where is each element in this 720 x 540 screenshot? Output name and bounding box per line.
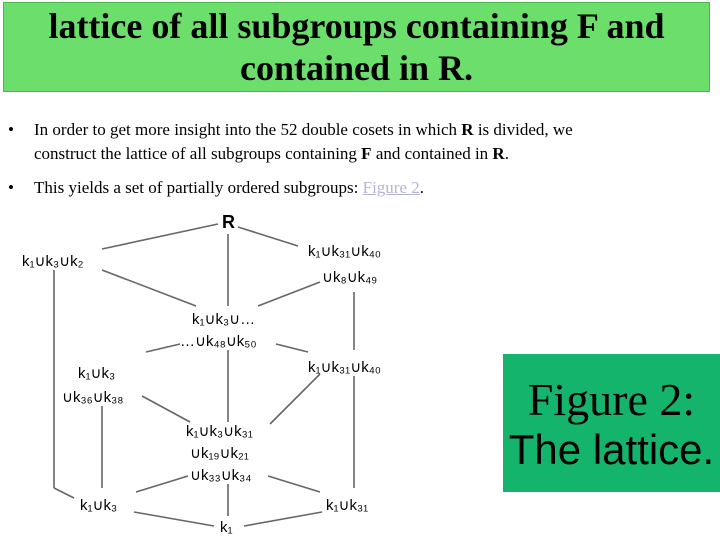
node-right-upper-1: k₁∪k₃₁∪k₄₀ — [308, 243, 382, 260]
node-right-lower: k₁∪k₃₁ — [326, 497, 369, 514]
bullet-item-2 — [8, 176, 708, 200]
edge-center-right-mid — [276, 344, 308, 352]
caption-line-2: The lattice. — [508, 426, 715, 473]
bullet-list — [8, 118, 708, 210]
bullet-1-bold-r: R — [461, 120, 474, 139]
bullet-item-1 — [8, 118, 708, 166]
bullet-1-bold-f: F — [361, 144, 372, 163]
bullet-1-text-d: and contained in — [371, 144, 493, 163]
bullet-1-text-b: is divided, we — [473, 120, 573, 139]
node-right-upper-2: ∪k₈∪k₄₉ — [322, 269, 378, 286]
bullet-1-text-c: construct the lattice of all subgroups containing — [34, 144, 362, 163]
edge-left-mid-center — [142, 396, 190, 422]
node-center-upper-1: k₁∪k₃∪… — [192, 311, 256, 328]
edge-center-left-low — [136, 476, 188, 492]
bullet-1-bold-r2: R — [492, 144, 505, 163]
node-bottom: k₁ — [220, 519, 233, 536]
node-left-upper: k₁∪k₃∪k₂ — [22, 253, 84, 270]
edge-top-right — [238, 227, 298, 246]
edge-right-mid-center — [270, 374, 320, 424]
figure-2-link[interactable]: Figure 2 — [362, 178, 420, 197]
bullet-1-text-e: . — [504, 144, 509, 163]
edge-center-left-mid — [146, 344, 180, 352]
node-center-upper-2: …∪k₄₈∪k₅₀ — [180, 333, 257, 350]
page-title — [4, 3, 709, 89]
node-center-lower-3: ∪k₃₃∪k₃₄ — [190, 467, 252, 484]
edge-center-right-low — [268, 476, 320, 492]
figure-caption-box — [503, 354, 720, 492]
node-r: R — [222, 212, 235, 232]
bullet-1-text-a: In order to get more insight into the 52 double cosets in which — [34, 120, 462, 139]
node-left-middle-2: ∪k₃₆∪k₃₈ — [62, 389, 124, 406]
edge-left-bottom — [134, 512, 214, 526]
node-center-lower-1: k₁∪k₃∪k₃₁ — [186, 423, 253, 440]
bullet-marker: • — [8, 120, 14, 139]
title-bar — [3, 2, 710, 92]
node-right-middle: k₁∪k₃₁∪k₄₀ — [308, 359, 382, 376]
lattice-diagram — [0, 205, 500, 540]
title-line-2: contained in R. — [239, 48, 474, 88]
bullet-2-text: This yields a set of partially ordered subgroups: — [34, 178, 363, 197]
bullet-marker: • — [8, 178, 14, 197]
edge-left-upper-center — [102, 270, 196, 306]
edge-outer-left-low — [54, 488, 74, 498]
bullet-2-end: . — [419, 178, 424, 197]
caption-line-1: Figure 2: — [527, 374, 696, 425]
title-line-1: lattice of all subgroups containing F and — [48, 6, 665, 46]
edge-right-upper-center — [258, 282, 320, 306]
node-left-middle-1: k₁∪k₃ — [78, 365, 116, 382]
node-center-lower-2: ∪k₁₉∪k₂₁ — [190, 445, 249, 462]
edge-top-left — [102, 224, 218, 249]
node-left-lower: k₁∪k₃ — [80, 497, 118, 514]
edge-right-bottom — [244, 512, 322, 526]
